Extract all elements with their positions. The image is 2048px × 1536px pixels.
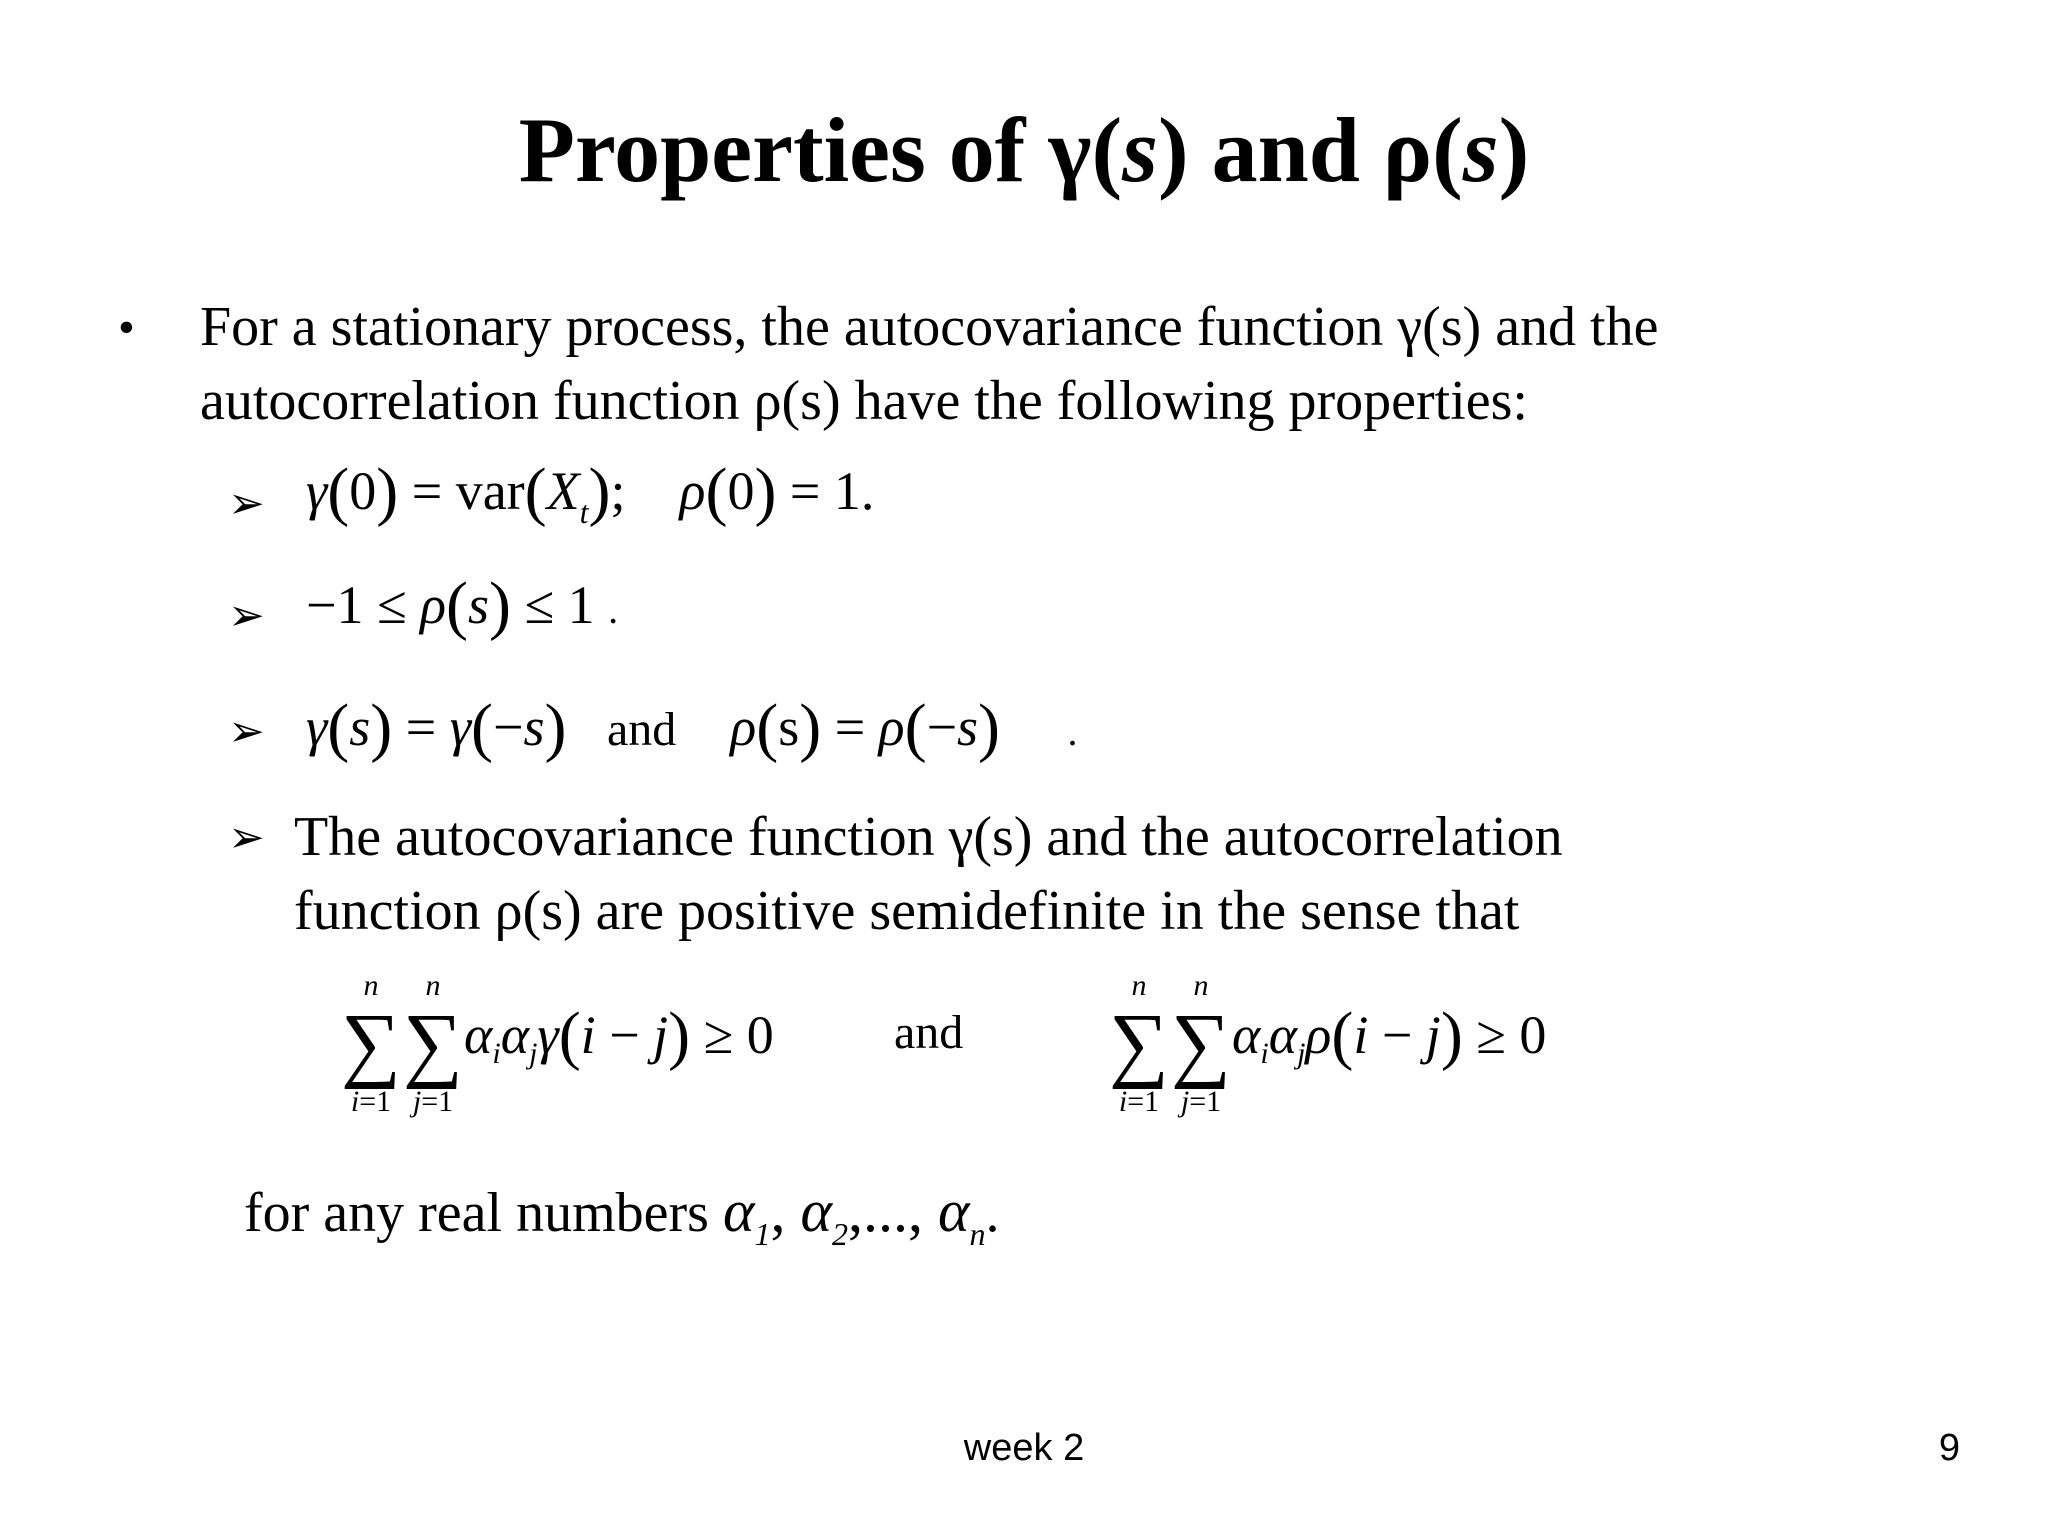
property-1-formula: $\gamma(0) = var(X_t)$; ρ(0) = 1. bbox=[306, 455, 875, 530]
closing-line: for any real numbers $\alpha_1$, $\alpha_2$,..., $\alpha_n$. bbox=[244, 1178, 1000, 1252]
sum-rho-formula: n ∑ i=1 n ∑ j=1 αiαjρ(i − j) ≥ 0 bbox=[1109, 969, 1547, 1118]
arrow-bullet-icon: ➢ bbox=[228, 478, 265, 529]
sum-gamma-formula: n ∑ i=1 n ∑ j=1 αiαjγ(i − j) ≥ 0 bbox=[341, 969, 774, 1118]
arrow-bullet-icon: ➢ bbox=[228, 706, 265, 757]
slide-title: Properties of γ(s) and ρ(s) bbox=[518, 99, 1530, 201]
intro-line-2: autocorrelation function ρ(s) have the following properties: bbox=[200, 370, 1528, 432]
intro-line-1: For a stationary process, the autocovariance function γ(s) and the bbox=[200, 296, 1659, 358]
property-4-line-1: The autocovariance function γ(s) and the autocorrelation bbox=[294, 806, 1563, 868]
bullet-marker: • bbox=[118, 301, 135, 354]
arrow-bullet-icon: ➢ bbox=[228, 812, 265, 863]
page-number: 9 bbox=[1938, 1427, 1960, 1469]
sum-and-label: and bbox=[894, 1006, 964, 1059]
footer-week-label: week 2 bbox=[963, 1427, 1085, 1469]
property-2-formula: −1 ≤ ρ(s) ≤ 1 . bbox=[306, 569, 619, 642]
property-4-line-2: function ρ(s) are positive semidefinite in the sense that bbox=[294, 880, 1520, 942]
arrow-bullet-icon: ➢ bbox=[228, 590, 265, 641]
property-3-formula: γ(s) = γ(−s) and ρ(s) = ρ(−s) . bbox=[306, 691, 1078, 764]
